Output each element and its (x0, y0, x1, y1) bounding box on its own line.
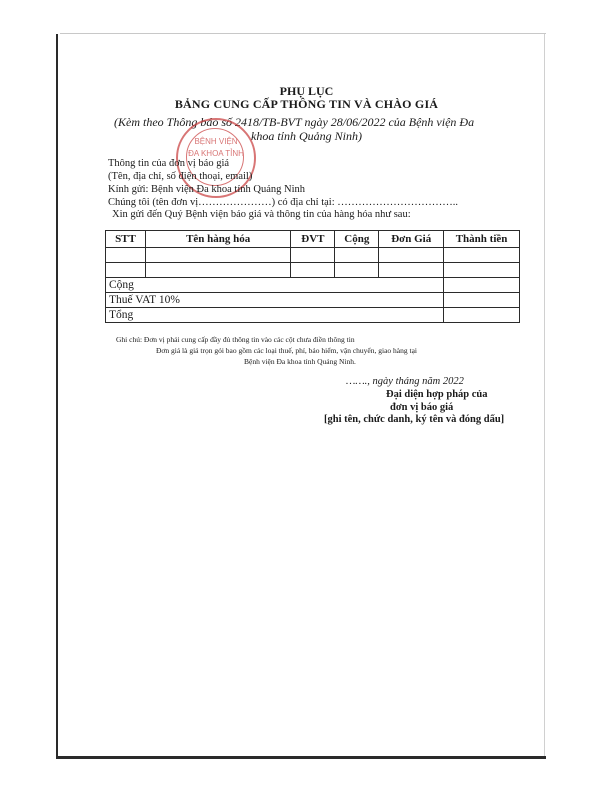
table-cell (379, 248, 444, 263)
signature-date: ……., ngày tháng năm 2022 (346, 376, 464, 387)
summary-label-vat: Thuế VAT 10% (106, 293, 444, 308)
table-cell (335, 263, 379, 278)
info-line-1: Thông tin của đơn vị báo giá (108, 158, 230, 169)
document-subtitle: BẢNG CUNG CẤP THÔNG TIN VÀ CHÀO GIÁ (174, 97, 439, 111)
info-line-3: Kính gửi: Bệnh viện Đa khoa tỉnh Quảng Ninh (108, 184, 305, 195)
table-row (106, 263, 520, 278)
note-line-1: Ghi chú: Đơn vị phải cung cấp đầy đủ thông tin vào các cột chưa điền thông tin (116, 335, 355, 344)
header-total: Thành tiền (444, 231, 520, 248)
signature-line-1: Đại diện hợp pháp của (386, 389, 488, 400)
summary-value-subtotal (444, 278, 520, 293)
note-line-3: Bệnh viện Đa khoa tỉnh Quảng Ninh. (244, 357, 356, 366)
header-unit: ĐVT (291, 231, 335, 248)
document-title: PHỤ LỤC (279, 84, 334, 98)
table-header-row (106, 231, 520, 248)
table-cell (145, 263, 290, 278)
signature-line-3: [ghi tên, chức danh, ký tên và đóng dấu] (324, 414, 505, 425)
reference-line-1: (Kèm theo Thông báo số 2418/TB-BVT ngày 28/06/2022 của Bệnh viện Đa (114, 115, 475, 129)
header-item-name: Tên hàng hóa (145, 231, 290, 248)
quotation-table (105, 230, 520, 323)
stamp-text-1: BỆNH VIỆN (194, 137, 238, 146)
summary-label-total: Tổng (106, 308, 444, 323)
summary-value-total (444, 308, 520, 323)
scan-top-margin (0, 0, 613, 40)
table-cell (106, 248, 146, 263)
paper-edge-top (60, 33, 546, 34)
table-cell (106, 263, 146, 278)
reference-line-2: khoa tỉnh Quảng Ninh) (251, 129, 362, 143)
header-stt: STT (106, 231, 146, 248)
summary-row-subtotal (106, 278, 520, 293)
header-unit-price: Đơn Giá (379, 231, 444, 248)
table-row (106, 248, 520, 263)
header-quantity: Cộng (335, 231, 379, 248)
paper-edge-bottom (56, 756, 546, 759)
table-cell (291, 263, 335, 278)
summary-row-total (106, 308, 520, 323)
signature-line-2: đơn vị báo giá (390, 402, 454, 413)
table-cell (145, 248, 290, 263)
summary-label-subtotal: Cộng (106, 278, 444, 293)
note-line-2: Đơn giá là giá trọn gói bao gồm các loại thuế, phí, bảo hiểm, vận chuyển, giao hàng tại (156, 346, 417, 355)
table-cell (444, 248, 520, 263)
table-cell (291, 248, 335, 263)
info-line-4: Chúng tôi (tên đơn vị…………………) có địa chỉ tại: …………………………….. (108, 197, 458, 208)
info-line-2: (Tên, địa chỉ, số điện thoại, email) (108, 171, 253, 182)
info-line-5: Xin gửi đến Quý Bệnh viện báo giá và thông tin của hàng hóa như sau: (112, 209, 411, 220)
table-cell (335, 248, 379, 263)
stamp-text-2: ĐA KHOA TỈNH (188, 149, 244, 158)
table-cell (444, 263, 520, 278)
summary-value-vat (444, 293, 520, 308)
summary-row-vat (106, 293, 520, 308)
table-cell (379, 263, 444, 278)
